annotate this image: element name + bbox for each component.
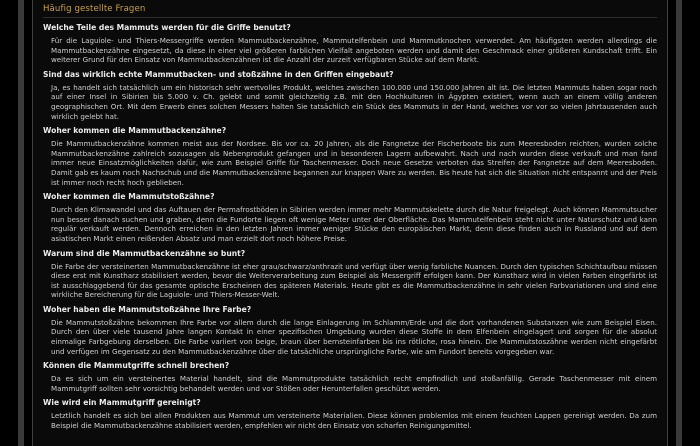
faq-question: Sind das wirklich echte Mammutbacken- und stoßzähne in den Griffen eingebaut? [43,69,394,79]
faq-question: Können die Mammutgriffe schnell brechen? [43,361,230,371]
faq-item-reinigung [43,398,657,430]
left-border-rail [18,0,24,446]
faq-question: Welche Teile des Mammuts werden für die Griffe benutzt? [43,23,291,32]
faq-panel [32,0,668,446]
faq-question: Woher kommen die Mammutstoßzähne? [43,192,215,202]
faq-item-griff-teile [43,23,657,65]
faq-question: Wie wird ein Mammutgriff gereinigt? [43,398,201,408]
faq-answer: Ja, es handelt sich tatsächlich um ein historisch sehr wertvolles Produkt, welches zwischen 100.000 und 150.000 Jahren alt ist. Die letzten Mammuts haben sogar noch auf einer Insel in Sibirien bis 5.000 v. Ch. gelebt und somit gleichzeitig z.B. mit den Hochkulturen in Ägypten existiert, wenn auch an einem völlig anderen geographischen Ort. Mit dem Erwerb eines solchen Messers halten Sie tatsächlich ein Stück des Mammuts in der Hand, welches vor vor so vielen Jahrtausenden auch wirklich gelebt hat. [51,82,657,121]
faq-answer: Die Mammutbackenzähne kommen meist aus der Nordsee. Bis vor ca. 20 Jahren, als die Fangnetze der Fischerboote bis zum Meeresboden reichten, wurden solche Mammutbackenzähne zahlreich sozusagen als Nebenprodukt gefangen und in besonderen Lagern aufbewahrt. Nach und nach wurden diese verkauft und man fand immer neue Einsatzmöglichkeiten dafür, wie zum Beispiel Griffe für Taschenmesser. Doch neue Gesetze verboten das Streifen der Fangnetze auf dem Meeresboden. Damit gab es kaum noch Nachschub und die Mammutbackenzähne begannen zur knappen Ware zu werden. Bis heute hat sich die Situation nicht entspannt und der Preis ist immer noch recht hoch geblieben. [51,139,657,187]
faq-answer: Die Mammutstoßzähne bekommen Ihre Farbe vor allem durch die lange Einlagerung im Schlamm/Erde und die dort vorhandenen Substanzen wie zum Beispiel Eisen. Durch den über viele tausend Jahre langen Kontakt in einer spezifischen Umgebung wurden diese Stoffe in dem Elfenbein eingelagert und sorgen für die absolut einmalige Farbgebung derselben. Die Farbe variiert von beige, braun über bernsteinfarben bis ins rötliche, rosa hinein. Die Mammutstoszähne werden nicht eingefärbt und verfügen im Gegensatz zu den Mammutbackenzähne über die tatsächliche ursprüngliche Farbe, wie am Fundort bereits vorgegeben war. [51,317,657,356]
faq-item-bruch [43,361,657,393]
faq-item-echtheit [43,70,657,121]
faq-item-herkunft-stosszaehne [43,192,657,243]
faq-question: Woher haben die Mammutstoßzähne Ihre Farbe? [43,304,252,314]
faq-title: Häufig gestellte Fragen [43,4,657,18]
faq-answer: Für die Laguiole- und Thiers-Messergriffe werden Mammutbackenzähne, Mammutelfenbein und Mammutknochen verwendet. Am häufigsten werden allerdings die Mammutbackenzähne eingesetzt, da diese in einer viel größeren farblichen Vielfalt angeboten werden und damit den Geschmack einer größeren Kundschaft trifft. Ein weiterer Grund für den Einsatz von Mammutbackenzähnen ist die Anzahl der zurzeit verfügbaren Stücke auf dem Markt. [51,36,657,65]
faq-item-farbe-backenzaehne [43,249,657,300]
faq-answer: Durch den Klimawandel und das Auftauen der Permafrostböden in Sibirien werden immer mehr Mammutskelette durch die Natur freigelegt. Auch können Mammutsucher nun besser danach suchen und graben, denn die Fundorte liegen oft wenige Meter unter der Oberfläche. Das Mammutelfenbein steht nicht unter Naturschutz und kann regulär verkauft werden. Dennoch erreichen in den letzten Jahren immer weniger Stücke den europäischen Markt, denn diese finden auch in Russland und auf dem asiatischen Markt einen reißenden Absatz und man erzielt dort noch höhere Preise. [51,205,657,243]
faq-answer: Die Farbe der versteinerten Mammutbackenzähne ist eher grau/schwarz/anthrazit und verfügt über wenig farbliche Nuancen. Durch den typischen Schichtaufbau müssen diese erst mit Kunstharz stabilisiert werden, bevor die Weiterverarbeitung zum Beispiel als Messergriff erfolgen kann. Der Kunstharz wird in vielen Farben eingefärbt ist ist ausschlaggebend für das gesamte optische Erscheinen des späteren Materials. Heute gibt es die Mammutbackenzähne in sehr vielen Farbvariationen und sind eine wirkliche Bereicherung für die Laguiole- und Thiers-Messer-Welt. [51,261,657,300]
faq-answer: Da es sich um ein versteinertes Material handelt, sind die Mammutprodukte tatsächlich recht empfindlich und stoßanfällig. Gerade Taschenmesser mit einem Mammutgriff sollten sehr vorsichtig behandelt werden und vor Stößen oder Herunterfallen geschützt werden. [51,374,657,393]
faq-item-farbe-stosszaehne [43,305,657,356]
faq-question: Woher kommen die Mammutbackenzähne? [43,126,227,136]
faq-answer: Letztlich handelt es sich bei allen Produkten aus Mammut um versteinerte Materialien. Diese können problemlos mit einem feuchten Lappen gereinigt werden. Da zum Beispiel die Mammutbackenzähne stabilisiert werden, empfehlen wir nicht den Einsatz von scharfen Reinigungsmittel. [51,411,657,431]
faq-item-herkunft-backenzaehne [43,126,657,187]
faq-question: Warum sind die Mammutbackenzähne so bunt? [43,248,246,258]
right-border-rail [676,0,682,446]
